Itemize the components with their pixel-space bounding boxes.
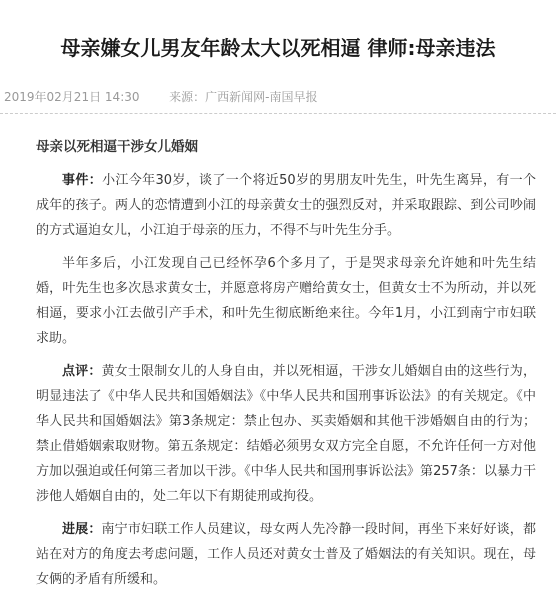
section-subheading: 母亲以死相逼干涉女儿婚姻 bbox=[36, 139, 198, 155]
article-headline: 母亲嫌女儿男友年龄太大以死相逼 律师:母亲违法 bbox=[60, 36, 496, 60]
comment-label: 点评： bbox=[62, 364, 102, 379]
event-text: 小江今年30岁，谈了一个将近50岁的男朋友叶先生，叶先生离异，有一个成年的孩子。两人的恋情遭到小江的母亲黄女士的强烈反对，并采取跟踪、到公司吵闹的方式逼迫女儿，小江迫于母亲的压力，不得不与叶先生分手。 bbox=[36, 173, 536, 238]
followup-text: 半年多后，小江发现自己已经怀孕6个多月了，于是哭求母亲允许她和叶先生结婚，叶先生也多次恳求黄女士，并愿意将房产赠给黄女士，但黄女士不为所动，并以死相逼，要求小江去做引产手术，和叶先生彻底断绝来往。今年1月，小江到南宁市妇联求助。 bbox=[36, 256, 536, 346]
paragraph-comment bbox=[36, 359, 536, 509]
article-body bbox=[36, 122, 536, 600]
publish-date: 2019年02月21日 bbox=[4, 90, 102, 104]
progress-text: 南宁市妇联工作人员建议，母女两人先冷静一段时间，再坐下来好好谈，都站在对方的角度去考虑问题，工作人员还对黄女士普及了婚姻法的有关知识。现在，母女俩的矛盾有所缓和。 bbox=[36, 522, 536, 587]
paragraph-progress bbox=[36, 517, 536, 592]
article-meta bbox=[4, 88, 318, 105]
paragraph-followup bbox=[36, 251, 536, 351]
paragraph-event bbox=[36, 168, 536, 243]
publish-time: 14:30 bbox=[104, 90, 140, 104]
progress-label: 进展： bbox=[62, 522, 102, 537]
comment-text: 黄女士限制女儿的人身自由，并以死相逼，干涉女儿婚姻自由的这些行为，明显违法了《中华人民共和国婚姻法》《中华人民共和国刑事诉讼法》的有关规定。《中华人民共和国婚姻法》第3条规定：禁止包办、买卖婚姻和其他干涉婚姻自由的行为；禁止借婚姻索取财物。第五条规定：结婚必须男女双方完全自愿，不允许任何一方对他方加以强迫或任何第三者加以干涉。《中华人民共和国刑事诉讼法》第257条：以暴力干涉他人婚姻自由的，处二年以下有期徒刑或拘役。 bbox=[36, 364, 536, 504]
header-divider bbox=[0, 113, 556, 114]
event-label: 事件： bbox=[62, 173, 103, 188]
article-source: 来源：广西新闻网-南国早报 bbox=[169, 90, 318, 104]
